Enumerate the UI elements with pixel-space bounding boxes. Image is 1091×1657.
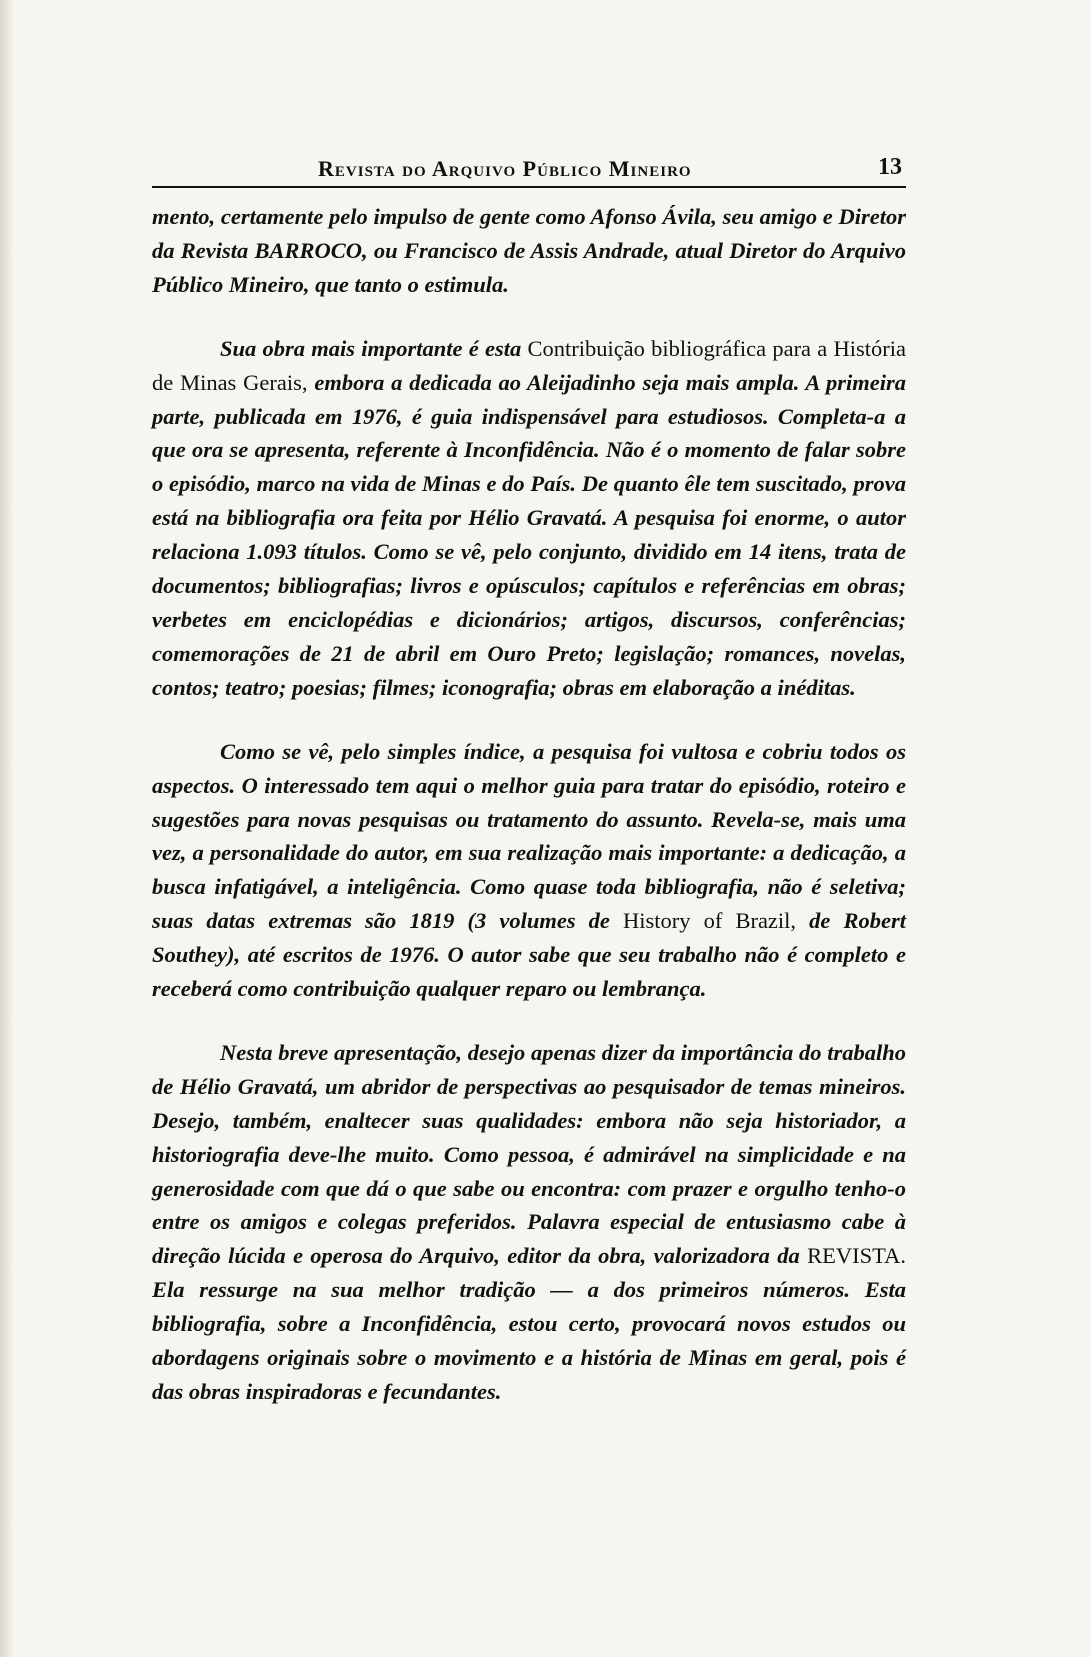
paragraph-2 — [152, 332, 906, 705]
cited-work-title: History of Brazil, — [623, 908, 797, 934]
paragraph-1-text: mento, certamente pelo impulso de gente como Afonso Ávila, seu amigo e Diretor da Revista BARROCO, ou Francisco de Assis Andrade, atual Diretor do Arquivo Público Mineiro, que tanto o estimula. — [152, 204, 906, 297]
paragraph-4-text-b: Ela ressurge na sua melhor tradição — a dos primeiros números. Esta bibliografia, sobre a Inconfidência, estou certo, provocará novos estudos ou abordagens originais sobre o movimento e a história de Minas em geral, pois é das obras inspiradoras e fecundantes. — [152, 1277, 906, 1404]
paragraph-1 — [152, 200, 906, 302]
paragraph-3-text-a: Como se vê, pelo simples índice, a pesquisa foi vultosa e cobriu todos os aspectos. O interessado tem aqui o melhor guia para tratar do episódio, roteiro e sugestões para novas pesquisas ou tratamento do assunto. Revela-se, mais uma vez, a personalidade do autor, em sua realização mais importante: a dedicação, a busca infatigável, a inteligência. Como quase toda bibliografia, não é seletiva; suas datas extremas são 1819 (3 volumes de — [152, 738, 906, 934]
paragraph-4 — [152, 1036, 906, 1409]
paragraph-2-text-a: Sua obra mais importante é esta — [220, 335, 528, 361]
page-edge-shadow — [0, 0, 14, 1657]
paragraph-2-text-b: embora a dedicada ao Aleijadinho seja mais ampla. A primeira parte, publicada em 1976, é guia indispensável para estudiosos. Completa-a a que ora se apresenta, referente à Inconfidência. Não é o momento de falar sobre o episódio, marco na vida de Minas e do País. De quanto êle tem suscitado, prova está na bibliografia ora feita por Hélio Gravatá. A pesquisa foi enorme, o autor relaciona 1.093 títulos. Como se vê, pelo conjunto, dividido em 14 itens, trata de documentos; bibliografias; livros e opúsculos; capítulos e referências em obras; verbetes em enciclopédias e dicionários; artigos, discursos, conferências; comemorações de 21 de abril em Ouro Preto; legislação; romances, novelas, contos; teatro; poesias; filmes; iconografia; obras em elaboração a inéditas. — [152, 369, 906, 700]
page-header — [152, 152, 906, 188]
journal-name: REVISTA. — [807, 1243, 906, 1269]
book-title: Contribuição bibliográfica para a História de Minas Gerais, — [152, 335, 906, 395]
running-head: Revista do Arquivo Público Mineiro — [318, 156, 692, 181]
paragraph-3 — [152, 735, 906, 1006]
page-number: 13 — [878, 154, 902, 180]
article-body — [152, 200, 906, 1409]
paragraph-4-text-a: Nesta breve apresentação, desejo apenas dizer da importância do trabalho de Hélio Gravatá, um abridor de perspectivas ao pesquisador de temas mineiros. Desejo, também, enaltecer suas qualidades: embora não seja historiador, a historiografia deve-lhe muito. Como pessoa, é admirável na simplicidade e na generosidade com que dá o que sabe ou encontra: com prazer e orgulho tenho-o entre os amigos e colegas preferidos. Palavra especial de entusiasmo cabe à direção lúcida e operosa do Arquivo, editor da obra, valorizadora da — [152, 1039, 906, 1269]
paragraph-3-text-b: de Robert Southey), até escritos de 1976. O autor sabe que seu trabalho não é completo e receberá como contribuição qualquer reparo ou lembrança. — [152, 908, 906, 1002]
